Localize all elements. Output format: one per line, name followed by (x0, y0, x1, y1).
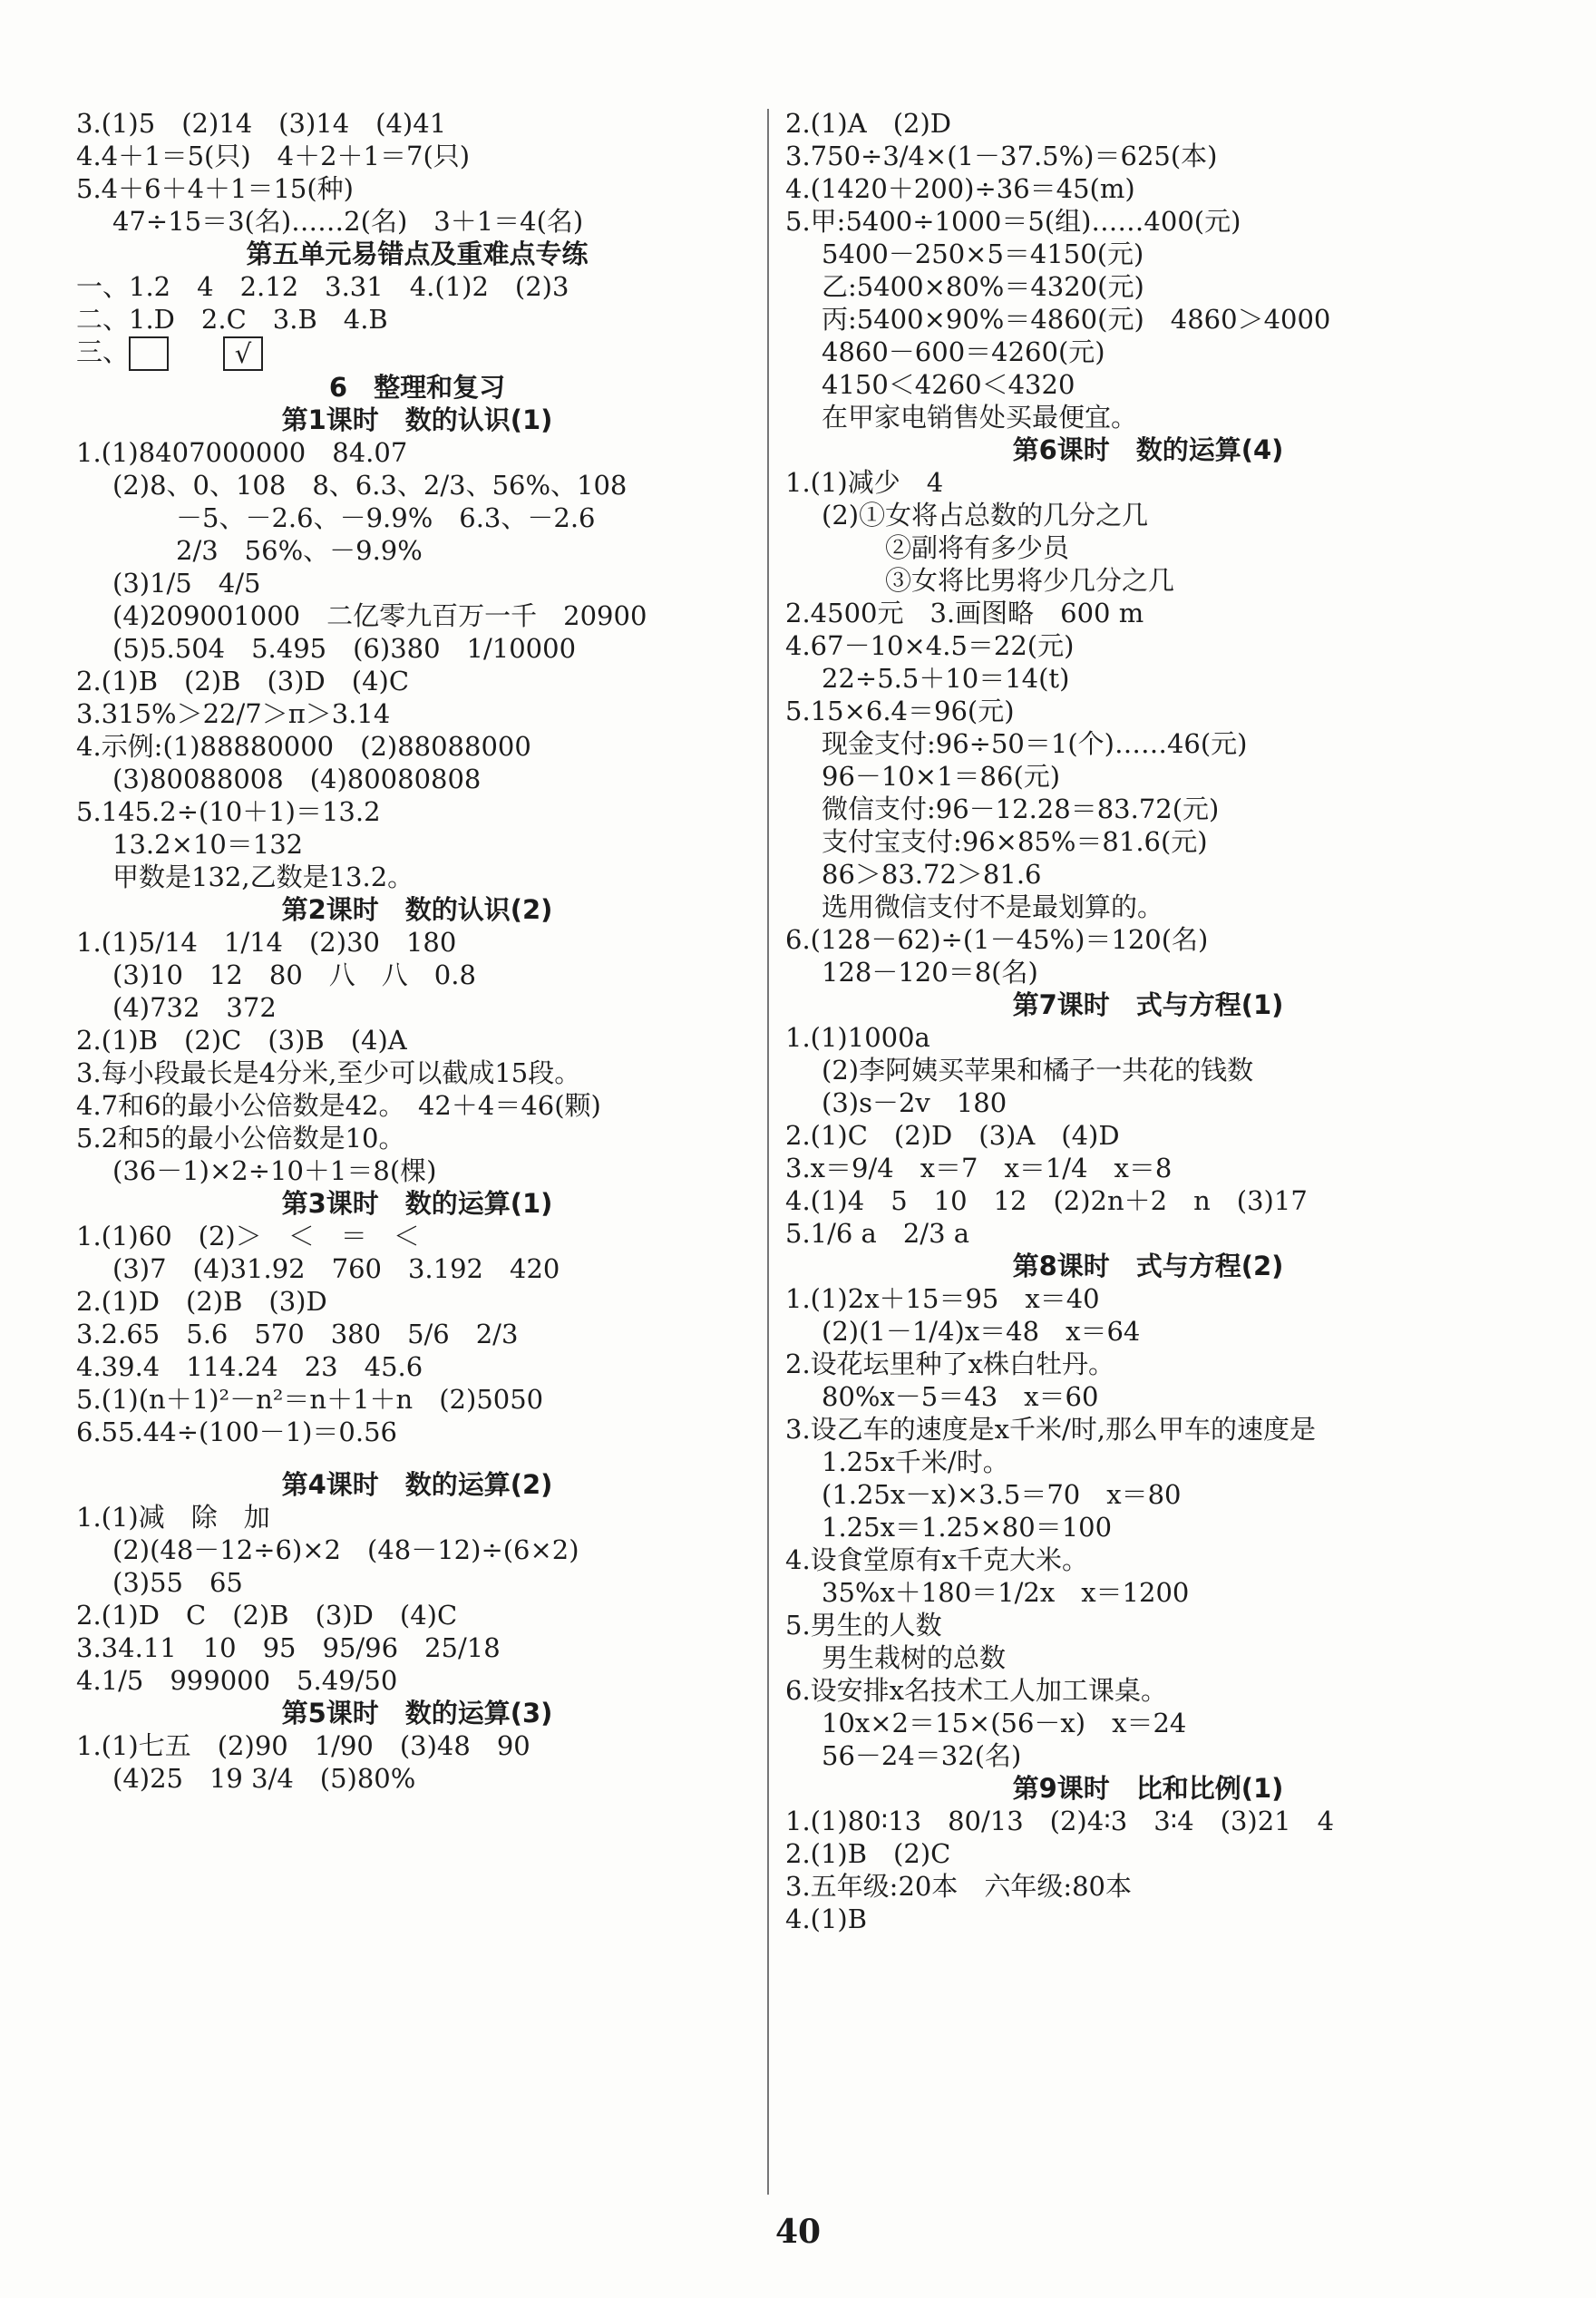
answer-line: 2.4500元 3.画图略 600 m (785, 598, 1144, 628)
answer-line: 1.25x千米/时。 (822, 1446, 1009, 1477)
answer-line: 3.设乙车的速度是x千米/时,那么甲车的速度是 (785, 1414, 1317, 1445)
answer-line: 5.145.2÷(10＋1)＝13.2 (76, 796, 381, 827)
answer-box (129, 336, 169, 371)
answer-line: 支付宝支付:96×85%＝81.6(元) (822, 826, 1208, 857)
answer-box: √ (223, 336, 263, 371)
answer-line: 选用微信支付不是最划算的。 (822, 891, 1164, 922)
answer-line: 2.(1)D (2)B (3)D (76, 1286, 327, 1317)
answer-line: 5400－250×5＝4150(元) (822, 239, 1144, 269)
answer-line: 35%x＋180＝1/2x x＝1200 (822, 1577, 1190, 1608)
answer-line: 3.750÷3/4×(1－37.5%)＝625(本) (785, 141, 1218, 171)
answer-line: 2.(1)C (2)D (3)A (4)D (785, 1120, 1120, 1151)
answer-line: 4.1/5 999000 5.49/50 (76, 1665, 398, 1696)
answer-line: 86＞83.72＞81.6 (822, 859, 1042, 890)
spacer (76, 1448, 758, 1468)
section-title: 第3课时 数的运算(1) (281, 1188, 553, 1219)
answer-line: 96－10×1＝86(元) (822, 761, 1061, 792)
answer-line: －5、－2.6、－9.9% 6.3、－2.6 (176, 502, 596, 533)
answer-line: 3.x＝9/4 x＝7 x＝1/4 x＝8 (785, 1153, 1173, 1183)
answer-line: (3)10 12 80 八 八 0.8 (112, 959, 476, 990)
answer-line: 1.(1)60 (2)＞ ＜ ＝ ＜ (76, 1221, 420, 1251)
answer-line: 1.(1)2x＋15＝95 x＝40 (785, 1283, 1100, 1314)
answer-line: (3)80088008 (4)80080808 (112, 764, 482, 794)
section-title: 6 整理和复习 (328, 372, 506, 403)
answer-line: 4.(1)B (785, 1904, 868, 1934)
section-title: 第4课时 数的运算(2) (281, 1469, 553, 1500)
answer-line: 1.(1)减 除 加 (76, 1502, 270, 1533)
answer-line: 1.(1)七五 (2)90 1/90 (3)48 90 (76, 1730, 530, 1761)
answer-line: 4.设食堂原有x千克大米。 (785, 1544, 1089, 1575)
answer-line: (2)8、0、108 8、6.3、2/3、56%、108 (112, 470, 628, 501)
answer-line: (2)①女将占总数的几分之几 (822, 500, 1149, 531)
answer-line: (3)1/5 4/5 (112, 568, 261, 599)
answer-line: 2.(1)B (2)C (3)B (4)A (76, 1025, 407, 1056)
answer-line: 4.4＋1＝5(只) 4＋2＋1＝7(只) (76, 141, 471, 171)
section-title: 第8课时 式与方程(2) (1012, 1251, 1284, 1281)
answer-line: 甲数是132,乙数是13.2。 (112, 862, 414, 892)
answer-line: 3.315%＞22/7＞π＞3.14 (76, 698, 391, 729)
answer-line: 22÷5.5＋10＝14(t) (822, 663, 1070, 694)
answer-line: 一、1.2 4 2.12 3.31 4.(1)2 (2)3 (76, 271, 569, 302)
answer-line: 4.67－10×4.5＝22(元) (785, 630, 1075, 661)
section-title: 第5课时 数的运算(3) (281, 1698, 553, 1728)
answer-line: (3)s－2v 180 (822, 1087, 1007, 1118)
answer-line: 10x×2＝15×(56－x) x＝24 (822, 1708, 1187, 1738)
answer-line: (4)732 372 (112, 992, 277, 1023)
answer-line: (2)李阿姨买苹果和橘子一共花的钱数 (822, 1055, 1254, 1086)
section-title: 第1课时 数的认识(1) (281, 404, 553, 435)
answer-line: 6.设安排x名技术工人加工课桌。 (785, 1675, 1168, 1706)
answer-line: 1.(1)8407000000 84.07 (76, 437, 408, 468)
left-column (76, 107, 758, 1795)
answer-line: 2/3 56%、－9.9% (176, 535, 423, 566)
answer-line: 微信支付:96－12.28＝83.72(元) (822, 794, 1220, 824)
section-title: 第7课时 式与方程(1) (1012, 989, 1284, 1020)
answer-line: 丙:5400×90%＝4860(元) 4860＞4000 (822, 304, 1331, 335)
answer-line: 5.15×6.4＝96(元) (785, 696, 1015, 726)
answer-line: 2.(1)B (2)B (3)D (4)C (76, 666, 410, 696)
answer-line: 5.2和5的最小公倍数是10。 (76, 1123, 405, 1154)
answer-line: 4.(1)4 5 10 12 (2)2n＋2 n (3)17 (785, 1185, 1308, 1216)
answer-line: 5.男生的人数 (785, 1610, 942, 1641)
answer-line: 4150＜4260＜4320 (822, 369, 1075, 400)
answer-line: (5)5.504 5.495 (6)380 1/10000 (112, 633, 577, 664)
answer-line: 1.(1)80∶13 80/13 (2)4∶3 3∶4 (3)21 4 (785, 1806, 1335, 1836)
answer-line: 2.设花坛里种了x株白牡丹。 (785, 1349, 1115, 1379)
answer-line: 5.甲:5400÷1000＝5(组)……400(元) (785, 206, 1241, 237)
answer-line: 1.25x＝1.25×80＝100 (822, 1512, 1113, 1543)
answer-line: (1.25x－x)×3.5＝70 x＝80 (822, 1479, 1182, 1510)
answer-line: 4.39.4 114.24 23 45.6 (76, 1351, 423, 1382)
answer-line: 乙:5400×80%＝4320(元) (822, 271, 1144, 302)
answer-line: 2.(1)D C (2)B (3)D (4)C (76, 1600, 458, 1631)
answer-line: 13.2×10＝132 (112, 829, 304, 860)
answer-line: 男生栽树的总数 (822, 1642, 1007, 1673)
answer-line: 5.4＋6＋4＋1＝15(种) (76, 173, 355, 204)
answer-line (76, 336, 758, 371)
answer-line: 5.(1)(n＋1)²－n²＝n＋1＋n (2)5050 (76, 1384, 544, 1415)
answer-line: 6.(128－62)÷(1－45%)＝120(名) (785, 924, 1209, 955)
answer-line: 80%x－5＝43 x＝60 (822, 1381, 1099, 1412)
answer-line: 2.(1)A (2)D (785, 108, 952, 139)
answer-line: 128－120＝8(名) (822, 957, 1038, 988)
answer-line: 1.(1)5/14 1/14 (2)30 180 (76, 927, 457, 958)
answer-line: 1.(1)1000a (785, 1022, 930, 1053)
page-number: 40 (774, 2213, 822, 2251)
answer-line: (2)(48－12÷6)×2 (48－12)÷(6×2) (112, 1534, 579, 1565)
answer-line: 4.7和6的最小公倍数是42。 42＋4＝46(颗) (76, 1090, 601, 1121)
answer-line: (4)209001000 二亿零九百万一千 20900 (112, 600, 647, 631)
answer-line: (3)7 (4)31.92 760 3.192 420 (112, 1253, 560, 1284)
section-title: 第9课时 比和比例(1) (1012, 1773, 1284, 1804)
answer-line: (2)(1－1/4)x＝48 x＝64 (822, 1316, 1141, 1347)
section-title: 第6课时 数的运算(4) (1012, 434, 1284, 465)
answer-line: 5.1/6 a 2/3 a (785, 1218, 970, 1249)
answer-line: (36－1)×2÷10＋1＝8(棵) (112, 1155, 437, 1186)
answer-line: 3.34.11 10 95 95/96 25/18 (76, 1632, 501, 1663)
column-divider (767, 109, 769, 2195)
answer-line: ③女将比男将少几分之几 (885, 565, 1175, 596)
answer-line: 47÷15＝3(名)……2(名) 3＋1＝4(名) (112, 206, 584, 237)
answer-line: ②副将有多少员 (885, 532, 1070, 563)
answer-line: 现金支付:96÷50＝1(个)……46(元) (822, 728, 1248, 759)
answer-line: 56－24＝32(名) (822, 1740, 1022, 1771)
answer-line: 二、1.D 2.C 3.B 4.B (76, 304, 388, 335)
answer-line: 4.示例:(1)88880000 (2)88088000 (76, 731, 531, 762)
answer-line: 3.(1)5 (2)14 (3)14 (4)41 (76, 108, 447, 139)
answer-line: (4)25 19 3/4 (5)80% (112, 1763, 416, 1794)
answer-line: 在甲家电销售处买最便宜。 (822, 402, 1138, 433)
answer-line: 4.(1420＋200)÷36＝45(m) (785, 173, 1135, 204)
answer-line: (3)55 65 (112, 1567, 243, 1598)
section-title: 第五单元易错点及重难点专练 (246, 239, 589, 269)
section-title: 第2课时 数的认识(2) (281, 894, 553, 925)
answer-line: 6.55.44÷(100－1)＝0.56 (76, 1417, 397, 1447)
answer-line: 3.五年级:20本 六年级:80本 (785, 1871, 1133, 1902)
answer-label: 三、 (76, 336, 130, 367)
right-column (785, 107, 1511, 1935)
answer-line: 3.每小段最长是4分米,至少可以截成15段。 (76, 1057, 581, 1088)
answer-line: 2.(1)B (2)C (785, 1838, 951, 1869)
answer-line: 1.(1)减少 4 (785, 467, 944, 498)
answer-line: 4860－600＝4260(元) (822, 336, 1105, 367)
answer-line: 3.2.65 5.6 570 380 5/6 2/3 (76, 1319, 519, 1349)
